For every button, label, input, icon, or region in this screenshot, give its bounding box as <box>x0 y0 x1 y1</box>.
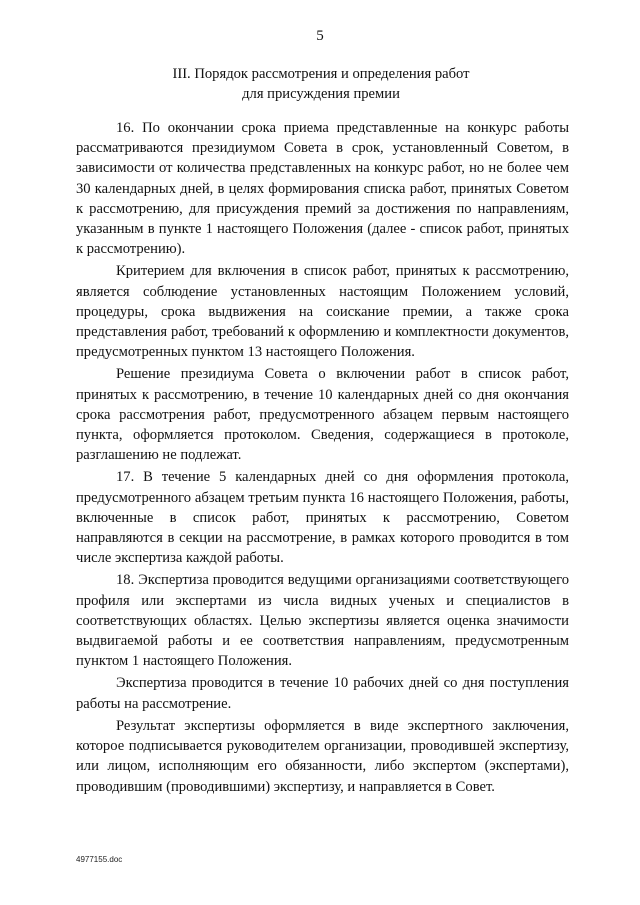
paragraph-18: 18. Экспертиза проводится ведущими организациями соответствующего профиля или экспертами из числа видных ученых и специалистов в соответствующих областях. Целью экспертизы является оценка значимости выдвигаемой работы и ее соответствия направлениям, предусмотренным пунктом 1 настоящего Положения. <box>76 572 569 670</box>
section-heading-line-1: III. Порядок рассмотрения и определения работ <box>172 66 470 82</box>
paragraph-criteria: Критерием для включения в список работ, принятых к рассмотрению, является соблюдение установленных настоящим Положением условий, процедуры, срока выдвижения на соискание премии, а также срока представления работ, требований к оформлению и комплектности документов, предусмотренных пунктом 13 настоящего Положения. <box>76 263 569 361</box>
page-number: 5 <box>316 28 324 44</box>
paragraph-16: 16. По окончании срока приема представленные на конкурс работы рассматриваются президиумом Совета в срок, установленный Советом, в зависимости от количества представленных на конкурс работ, но не более чем 30 календарных дней, в целях формирования списка работ, принятых Советом к рассмотрению, для присуждения премий за достижения по направлениям, указанным в пункте 1 настоящего Положения (далее - список работ, принятых к рассмотрению). <box>76 120 569 258</box>
paragraph-decision: Решение президиума Совета о включении работ в список работ, принятых к рассмотрению, в течение 10 календарных дней со дня окончания срока рассмотрения работ, предусмотренного абзацем первым настоящего пункта, оформляется протоколом. Сведения, содержащиеся в протоколе, разглашению не подлежат. <box>76 366 569 464</box>
paragraph-expertise-result: Результат экспертизы оформляется в виде экспертного заключения, которое подписывается руководителем организации, проводившей экспертизу, или лицом, исполняющим его обязанности, либо экспертом (экспертами), проводившим (проводившими) экспертизу, и направляется в Совет. <box>76 717 569 795</box>
footer-file-code: 4977155.doc <box>76 855 123 864</box>
section-heading <box>76 64 566 104</box>
paragraph-17: 17. В течение 5 календарных дней со дня оформления протокола, предусмотренного абзацем третьим пункта 16 настоящего Положения, работы, включенные в список работ, принятых к рассмотрению, Советом направляются в секции на рассмотрение, в рамках которого проводится в том числе экспертиза каждой работы. <box>76 469 569 567</box>
paragraph-expertise-term: Экспертиза проводится в течение 10 рабочих дней со дня поступления работы на рассмотрение. <box>76 675 569 712</box>
document-body <box>76 118 569 799</box>
section-heading-line-2: для присуждения премии <box>242 86 400 102</box>
